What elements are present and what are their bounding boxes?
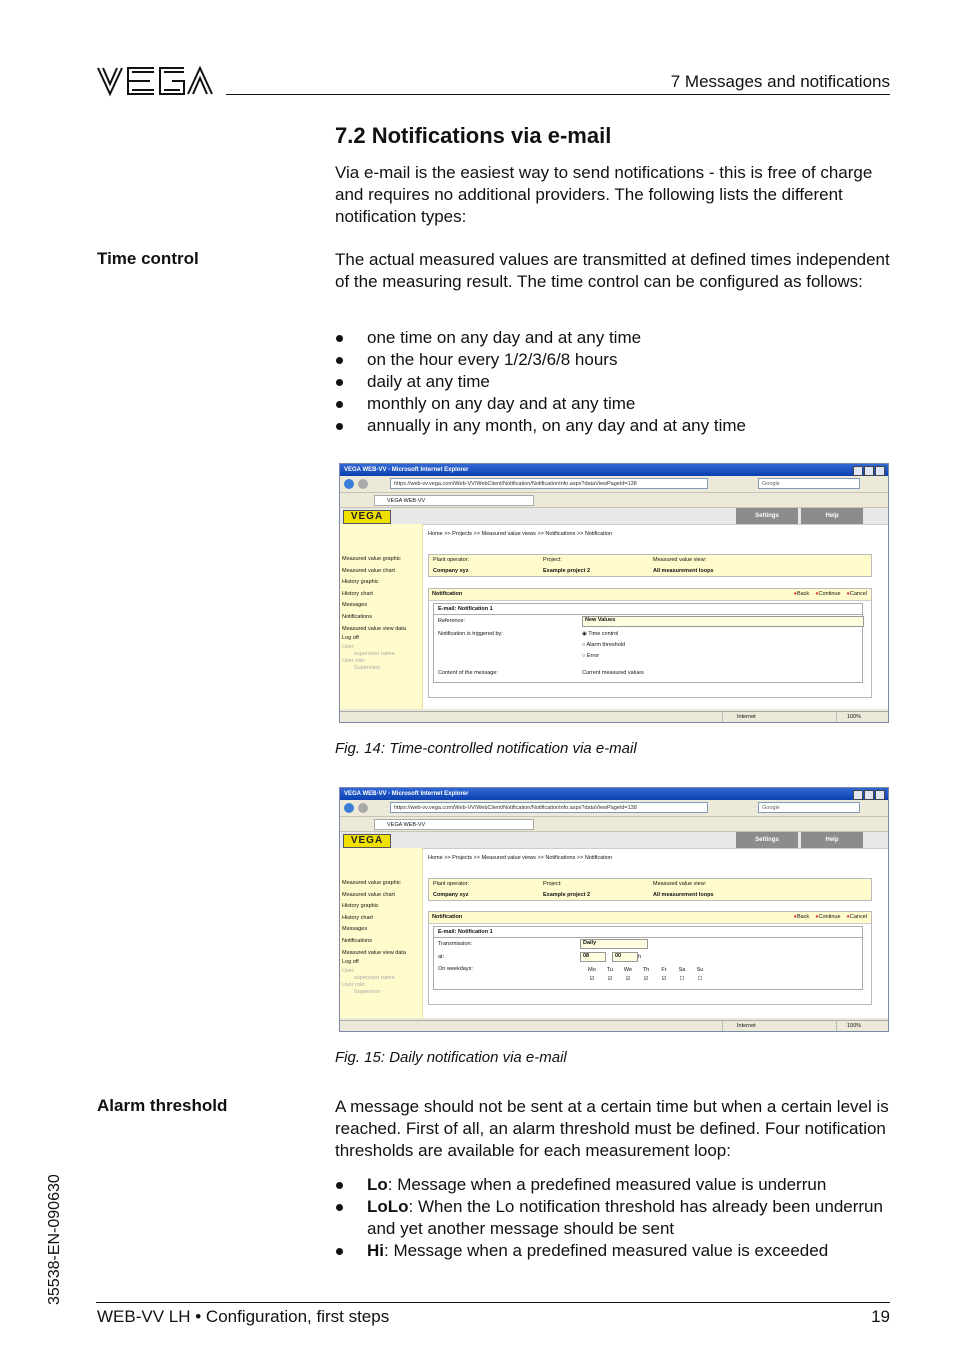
notification-header: [429, 912, 871, 924]
window-title: VEGA WEB-VV - Microsoft Internet Explorer: [344, 791, 469, 797]
alarm-list: [335, 1174, 891, 1262]
view-label: Measured value view:: [653, 881, 707, 887]
weekday-checkbox: ☑: [607, 976, 613, 982]
radio-error: ○ Error: [582, 653, 600, 659]
figure-15-caption: Fig. 15: Daily notification via e-mail: [335, 1049, 567, 1066]
radio-label: Alarm threshold: [586, 642, 626, 648]
continue-button: ● Continue: [815, 914, 840, 920]
status-bar: [340, 1020, 888, 1031]
project-info-box: [428, 878, 872, 901]
list-item: [335, 1240, 891, 1262]
minimize-icon: [853, 790, 863, 800]
project-info-box: [428, 554, 872, 577]
browser-tab: VEGA WEB-VV: [374, 819, 534, 830]
app-sidebar: [340, 524, 423, 709]
page-number: 19: [871, 1307, 890, 1326]
sidebar-item: Measured value chart: [342, 567, 395, 574]
at-label: at:: [438, 954, 445, 960]
search-input: Google: [758, 478, 860, 489]
weekday-th: [638, 966, 654, 984]
close-icon: [875, 790, 885, 800]
address-bar-row: [340, 476, 888, 493]
list-item: annually in any month, on any day and at any time: [335, 415, 891, 437]
sidebar-item: Measured value graphic: [342, 556, 401, 562]
time-control-paragraph: The actual measured values are transmitted at defined times independent of the measuring result. The time control can be configured as follows:: [335, 250, 890, 291]
minute-select: 00: [612, 952, 638, 962]
browser-tab: VEGA WEB-VV: [374, 495, 534, 506]
window-titlebar: [340, 788, 888, 800]
weekday-checkbox: ☐: [697, 976, 703, 982]
view-value: All measurement loops: [653, 892, 714, 898]
role-name: Supervisor: [354, 665, 381, 672]
footer-title: WEB-VV LH • Configuration, first steps: [97, 1307, 390, 1326]
hour-unit: h: [638, 954, 642, 960]
weekday-label: Tu: [606, 967, 614, 973]
content-label: Content of the message:: [438, 670, 498, 676]
sidebar-item: Notifications: [342, 613, 372, 620]
header-rule: [226, 94, 890, 95]
page-heading: 7.2 Notifications via e-mail: [335, 123, 612, 148]
definition: : When the Lo notification threshold has already been underrun and yet another message should be sent: [367, 1197, 883, 1238]
sidebar-item: Measured value graphic: [342, 880, 401, 886]
definition: : Message when a predefined measured value is exceeded: [384, 1241, 829, 1260]
user-name: supervisor name: [354, 651, 395, 658]
transmission-label: Transmission:: [438, 941, 473, 947]
sidebar-item: History chart: [342, 914, 373, 921]
term: Lo: [367, 1175, 388, 1194]
notification-title: Notification: [432, 591, 463, 597]
tab-row: [340, 817, 888, 832]
plant-operator-label: Plant operator:: [433, 881, 470, 887]
weekday-label: We: [623, 967, 633, 973]
address-input: https://web-vv.vega.com/Web-VV/WebClient/Notification/NotificationInfo.aspx?dataViewPageId=138: [390, 478, 708, 489]
cancel-button: ● Cancel: [847, 914, 867, 920]
status-zone: Internet: [722, 1021, 837, 1031]
list-item: monthly on any day and at any time: [335, 393, 891, 415]
zoom-level: 100%: [836, 1021, 889, 1031]
hour-select: 08: [580, 952, 606, 962]
sidebar-item: Messages: [342, 926, 368, 933]
plant-operator-label: Plant operator:: [433, 557, 470, 563]
breadcrumb: Home >> Projects >> Measured value views >> Notifications >> Notification: [428, 855, 613, 861]
search-input: Google: [758, 802, 860, 813]
vega-app-logo: VEGA: [343, 510, 391, 524]
weekday-su: [692, 966, 708, 984]
minimize-icon: [853, 466, 863, 476]
weekday-we: [620, 966, 636, 984]
weekday-label: Su: [696, 967, 704, 973]
weekday-fr: [656, 966, 672, 984]
window-title: VEGA WEB-VV - Microsoft Internet Explorer: [344, 467, 469, 473]
alarm-threshold-heading: Alarm threshold: [97, 1096, 228, 1115]
sidebar-item: Measured value view data: [342, 625, 406, 632]
radio-label: Time control: [588, 631, 619, 637]
project-label: Project:: [543, 881, 562, 887]
footer-rule: [96, 1302, 890, 1303]
web-page: [340, 832, 888, 1018]
sidebar-item: Measured value chart: [342, 891, 395, 898]
notification-actions: [788, 589, 867, 600]
app-top-bar: [340, 832, 888, 849]
email-form: [433, 926, 863, 990]
notification-panel: [428, 588, 872, 698]
vega-app-logo: VEGA: [343, 834, 391, 848]
forward-arrow-icon: [358, 803, 368, 813]
view-value: All measurement loops: [653, 568, 714, 574]
settings-button: Settings: [736, 832, 798, 848]
app-sidebar: [340, 848, 423, 1018]
weekday-checkboxes: [584, 966, 714, 986]
notification-title: Notification: [432, 914, 463, 920]
plant-operator-value: Company xyz: [433, 892, 469, 898]
breadcrumb: Home >> Projects >> Measured value views >> Notifications >> Notification: [428, 531, 613, 537]
zoom-level: 100%: [836, 712, 889, 722]
weekday-sa: [674, 966, 690, 984]
list-item: [335, 1174, 891, 1196]
weekday-label: Mo: [588, 967, 596, 973]
maximize-icon: [864, 790, 874, 800]
plant-operator-value: Company xyz: [433, 568, 469, 574]
weekday-checkbox: ☑: [589, 976, 595, 982]
back-button: ● Back: [794, 914, 810, 920]
radio-time-control: ◉ Time control: [582, 631, 619, 637]
alarm-threshold-paragraph: A message should not be sent at a certain time but when a certain level is reached. First of all, an alarm threshold must be defined. Four notification thresholds are available for each measurement loop:: [335, 1097, 889, 1160]
sidebar-item: Log off: [342, 634, 359, 641]
vega-logo: [96, 64, 214, 98]
web-page: [340, 508, 888, 709]
weekday-mo: [584, 966, 600, 984]
list-item: one time on any day and at any time: [335, 327, 891, 349]
definition: : Message when a predefined measured value is underrun: [387, 1175, 827, 1194]
back-arrow-icon: [344, 479, 354, 489]
weekday-checkbox: ☐: [679, 976, 685, 982]
user-label: User:: [342, 968, 356, 975]
view-label: Measured value view:: [653, 557, 707, 563]
maximize-icon: [864, 466, 874, 476]
email-title: E-mail: Notification 1: [434, 927, 862, 938]
role-label: User role:: [342, 658, 366, 665]
term: LoLo: [367, 1197, 409, 1216]
sidebar-item: Measured value view data: [342, 949, 406, 956]
close-icon: [875, 466, 885, 476]
weekday-label: Th: [642, 967, 650, 973]
status-zone: Internet: [722, 712, 837, 722]
reference-input: New Values: [582, 616, 864, 627]
weekday-tu: [602, 966, 618, 984]
user-label: User:: [342, 644, 356, 651]
time-control-heading: Time control: [97, 249, 199, 268]
list-item: [335, 1196, 891, 1240]
figure-14-caption: Fig. 14: Time-controlled notification via e-mail: [335, 740, 637, 757]
weekday-checkbox: ☑: [661, 976, 667, 982]
weekdays-label: On weekdays:: [438, 966, 473, 972]
sidebar-item: History graphic: [342, 903, 379, 910]
radio-label: Error: [586, 653, 600, 659]
sidebar-item: History chart: [342, 590, 373, 597]
transmission-select: Daily: [580, 939, 648, 949]
status-bar: [340, 711, 888, 722]
tab-row: [340, 493, 888, 508]
cancel-button: ● Cancel: [847, 591, 867, 597]
help-button: Help: [801, 508, 863, 524]
notification-panel: [428, 911, 872, 1005]
project-label: Project:: [543, 557, 562, 563]
role-label: User role:: [342, 982, 366, 989]
weekday-checkbox: ☑: [625, 976, 631, 982]
notification-header: [429, 589, 871, 601]
browser-screenshot-fig15: [339, 787, 889, 1032]
weekday-label: Sa: [678, 967, 686, 973]
sidebar-item: Notifications: [342, 937, 372, 944]
content-value: Current measured values: [582, 670, 644, 676]
back-button: ● Back: [794, 591, 810, 597]
email-title: E-mail: Notification 1: [434, 604, 862, 615]
reference-label: Reference:: [438, 618, 465, 624]
notification-actions: [788, 912, 867, 923]
app-top-bar: [340, 508, 888, 525]
address-input: https://web-vv.vega.com/Web-VV/WebClient/Notification/NotificationInfo.aspx?dataViewPageId=138: [390, 802, 708, 813]
list-item: daily at any time: [335, 371, 891, 393]
intro-paragraph: Via e-mail is the easiest way to send notifications - this is free of charge and requires no additional providers. The following lists the different notification types:: [335, 163, 873, 226]
sidebar-item: Log off: [342, 958, 359, 965]
back-arrow-icon: [344, 803, 354, 813]
project-value: Example project 2: [543, 892, 591, 898]
radio-alarm-threshold: ○ Alarm threshold: [582, 642, 626, 648]
time-control-list: [335, 327, 891, 437]
settings-button: Settings: [736, 508, 798, 524]
term: Hi: [367, 1241, 384, 1260]
section-title: 7 Messages and notifications: [670, 72, 890, 91]
help-button: Help: [801, 832, 863, 848]
list-item: on the hour every 1/2/3/6/8 hours: [335, 349, 891, 371]
sidebar-item: Messages: [342, 602, 368, 609]
trigger-label: Notification is triggered by:: [438, 631, 503, 637]
user-name: supervisor name: [354, 975, 395, 982]
weekday-checkbox: ☑: [643, 976, 649, 982]
continue-button: ● Continue: [815, 591, 840, 597]
address-bar-row: [340, 800, 888, 817]
document-id: 35538-EN-090630: [46, 1174, 63, 1305]
window-titlebar: [340, 464, 888, 476]
forward-arrow-icon: [358, 479, 368, 489]
weekday-label: Fr: [661, 967, 667, 973]
role-name: Supervisor: [354, 989, 381, 996]
email-form: [433, 603, 863, 683]
browser-screenshot-fig14: [339, 463, 889, 723]
sidebar-item: History graphic: [342, 579, 379, 586]
project-value: Example project 2: [543, 568, 591, 574]
